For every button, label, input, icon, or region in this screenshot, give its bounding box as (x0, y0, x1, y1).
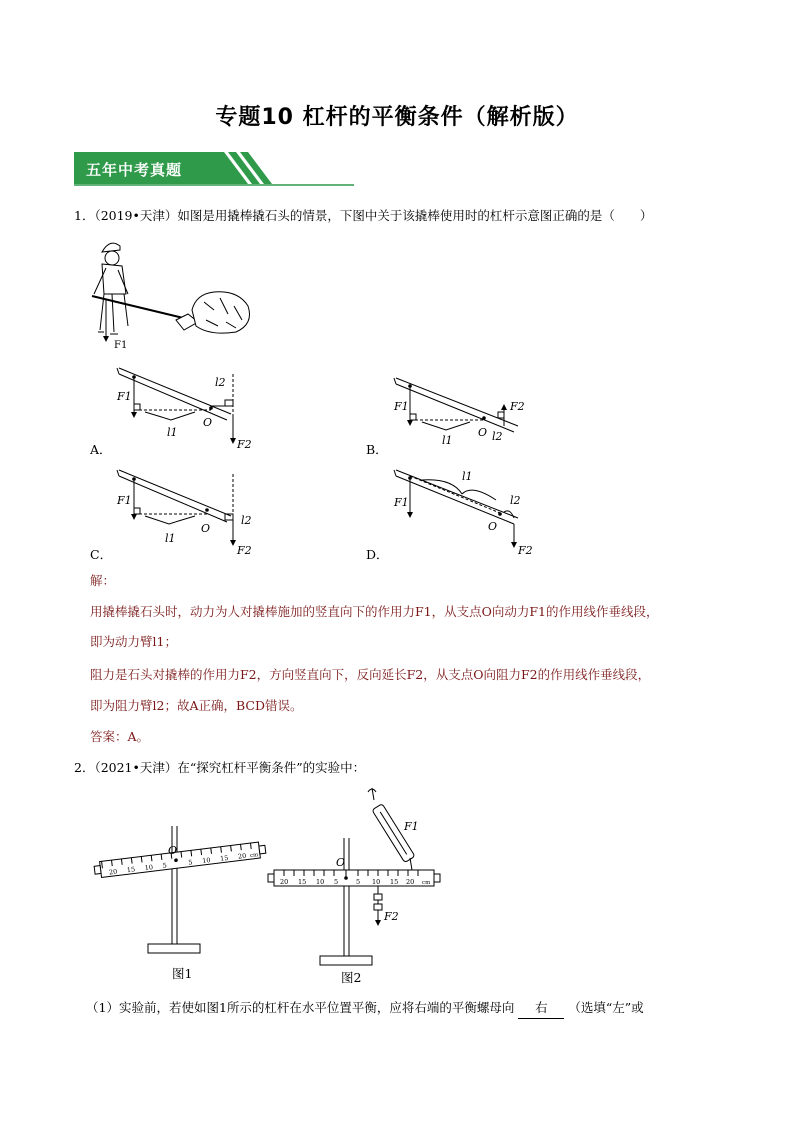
option-a-label: A． (90, 442, 112, 457)
option-c-l2: l2 (241, 514, 252, 527)
solution-line-4: 即为阻力臂l2；故A正确，BCD错误。 (90, 698, 303, 713)
option-a-diagram (115, 364, 255, 452)
fig2-f1-label: F1 (404, 820, 419, 833)
q2-stem: 2．（2021•天津）在“探究杠杆平衡条件”的实验中： (74, 760, 366, 775)
svg-text:15: 15 (219, 853, 229, 863)
option-b-label: B． (366, 442, 388, 457)
svg-text:5: 5 (356, 878, 361, 886)
option-d-diagram (392, 466, 542, 558)
option-b-o: O (478, 426, 488, 439)
q2-part1-blank: 右 (518, 998, 564, 1019)
fig1-o-label: O (168, 844, 178, 857)
option-c-o: O (201, 522, 211, 535)
fig2-caption: 图2 (341, 970, 362, 985)
svg-text:20: 20 (280, 878, 289, 886)
option-a-o: O (203, 416, 213, 429)
option-c-l1: l1 (165, 532, 176, 545)
option-c-diagram (115, 466, 255, 558)
page-title: 专题10 杠杆的平衡条件（解析版） (215, 105, 579, 130)
q2-part1-after: （选填“左”或 (568, 1000, 644, 1015)
option-b-l1: l1 (442, 434, 453, 447)
svg-text:10: 10 (144, 863, 154, 873)
option-b-f2: F2 (510, 400, 525, 413)
solution-line-3: 阻力是石头对撬棒的作用力F2，方向竖直向下，反向延长F2，从支点O向阻力F2的作用线作垂线段， (90, 667, 651, 682)
fig1-unit: cm (249, 852, 259, 860)
answer: 答案：A。 (90, 729, 150, 744)
solution-label: 解： (90, 573, 116, 588)
option-d-o: O (488, 520, 498, 533)
fig2-o-label: O (336, 856, 346, 869)
fig2-f2-label: F2 (384, 910, 399, 923)
option-c-f1: F1 (117, 494, 132, 507)
option-a-f2: F2 (237, 438, 252, 451)
option-a-f1: F1 (117, 390, 132, 403)
fig2-lever (264, 786, 444, 972)
q1-stem: 1．（2019•天津）如图是用撬棒撬石头的情景，下图中关于该撬棒使用时的杠杆示意图正确的是（ ） (74, 208, 653, 223)
worker-lever-illustration (88, 236, 268, 354)
option-d-label: D． (366, 547, 389, 562)
svg-text:15: 15 (126, 865, 136, 875)
svg-text:5: 5 (334, 878, 339, 886)
solution-line-1: 用撬棒撬石头时，动力为人对撬棒施加的竖直向下的作用力F1，从支点O向动力F1的作用线作垂线段， (90, 604, 659, 619)
svg-text:5: 5 (162, 861, 168, 870)
option-b-f1: F1 (394, 400, 409, 413)
option-b-diagram (392, 374, 532, 454)
option-d-l2: l2 (510, 494, 521, 507)
q2-part1 (86, 998, 644, 1019)
fig1-caption: 图1 (172, 966, 193, 981)
svg-text:10: 10 (201, 856, 212, 866)
option-c-label: C． (90, 547, 113, 562)
option-d-f1: F1 (394, 496, 409, 509)
option-b-l2: l2 (492, 430, 503, 443)
svg-text:20: 20 (237, 851, 247, 861)
option-c-f2: F2 (237, 544, 252, 557)
svg-text:10: 10 (316, 878, 325, 886)
svg-text:20: 20 (108, 867, 118, 877)
option-d-l1: l1 (462, 470, 473, 483)
option-a-l2: l2 (215, 376, 226, 389)
solution-line-2: 即为动力臂l1； (90, 634, 177, 649)
fig2-unit: cm (422, 880, 431, 886)
svg-text:20: 20 (406, 878, 415, 886)
option-d-f2: F2 (518, 544, 533, 557)
fig-f1-label: F1 (114, 340, 128, 351)
svg-text:15: 15 (298, 878, 307, 886)
svg-text:15: 15 (390, 878, 399, 886)
fig1-lever (92, 816, 272, 966)
option-a-l1: l1 (167, 426, 178, 439)
svg-text:5: 5 (187, 858, 194, 867)
svg-text:10: 10 (372, 878, 381, 886)
q2-part1-before: （1）实验前，若使如图1所示的杠杆在水平位置平衡，应将右端的平衡螺母向 (86, 1000, 515, 1015)
section-label: 五年中考真题 (86, 161, 183, 179)
